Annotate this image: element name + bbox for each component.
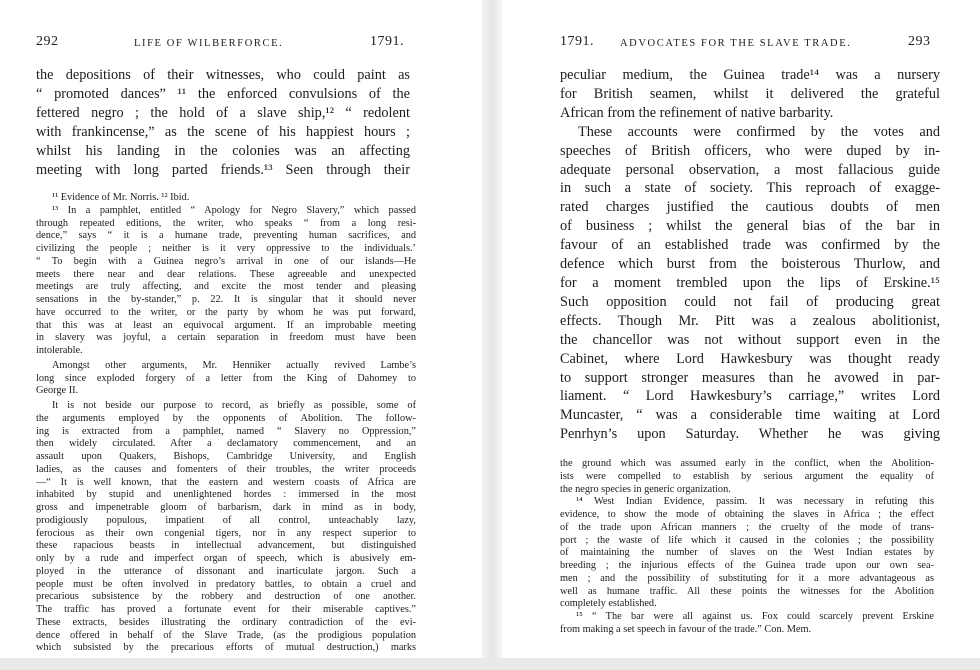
footnote-line: ¹¹ Evidence of Mr. Norris. ¹² Ibid. — [52, 192, 190, 203]
footnote-line: Amongst other arguments, Mr. Henniker actually revived Lambe’s — [52, 359, 416, 371]
left-page-number: 292 — [36, 34, 59, 49]
body-line: rated charges justified the cautious doubts of men — [560, 199, 940, 216]
footnote-line: dence offered in behalf of the Slave Trade, (as the prodigious population — [36, 629, 416, 641]
footnote-line: ferocious as their own congenial tigers, nor in any respect superior to — [36, 527, 416, 539]
footnote-line: in slavery was joyful, a certain separation in freedom must have been — [36, 332, 416, 344]
footnote-line: assault upon Quakers, Bishops, Cambridge University, and English — [36, 451, 416, 462]
footnote-line: meetings are truly affecting, and excite the most tender and pleasing — [36, 281, 416, 293]
footnote-line: prodigiously populous, impatient of all control, unteachably lazy, — [36, 514, 416, 526]
footnote-line: from making a set speech in favour of the trade.” Con. Mem. — [560, 623, 812, 635]
footnote-line: ing is extracted from a pamphlet, named “ Slavery no Oppression,” — [36, 425, 416, 437]
footnote-line: have occurred to the writer, or the party by whom he was put forward, — [36, 306, 416, 318]
footnote-line: long since exploded forgery of a letter from the King of Dahomey to — [36, 372, 416, 384]
footnote-line: ¹³ In a pamphlet, entitled “ Apology for Negro Slavery,” which passed — [52, 204, 416, 216]
footnote-line: the negro species in generic organization. — [560, 483, 731, 495]
body-line: Penrhyn’s upon Saturday. Whether he was giving — [560, 426, 940, 443]
left-running-head: LIFE OF WILBERFORCE. — [134, 38, 284, 49]
footnote-line: gross and impenetrable gloom of barbarism, dark in mind as in body, — [36, 502, 416, 513]
body-line: adequate personal observation, a most fallacious guide — [560, 161, 940, 178]
scan-edge — [0, 658, 980, 670]
footnote-line: The traffic has proved a fortunate event for their miserable captives.” — [36, 604, 416, 615]
footnote-line: of maintaining the number of slaves on the West Indian estates by — [560, 547, 934, 559]
body-line: fettered negro ; the hold of a slave ship,¹² “ redolent — [36, 104, 410, 121]
body-line: liament. “ Lord Hawkesbury’s carriage,” writes Lord — [560, 388, 940, 405]
body-line: with frankincense,” as the scene of his happiest hours ; — [36, 123, 410, 140]
footnote-line: completely established. — [560, 598, 657, 610]
right-running-head: ADVOCATES FOR THE SLAVE TRADE. — [620, 38, 852, 49]
footnote-line: these rapacious beasts in intellectual advancement, but distinguished — [36, 540, 416, 552]
body-line: Such opposition could not fail of producing great — [560, 293, 940, 310]
body-line: the depositions of their witnesses, who could paint as — [36, 67, 410, 83]
body-line: to support stronger measures than he avowed in par- — [560, 369, 940, 386]
footnote-line: intolerable. — [36, 345, 83, 356]
right-year: 1791. — [560, 34, 594, 49]
body-line: Cabinet, where Lord Hawkesbury was thought ready — [560, 350, 940, 367]
footnote-line: civilizing the people ; neither is it very oppressive to the individuals.’ — [36, 243, 416, 254]
footnote-line: then widely circulated. After a declamatory commencement, and an — [36, 438, 416, 450]
body-line: peculiar medium, the Guinea trade¹⁴ was a nursery — [560, 67, 940, 83]
footnote-line: It is not beside our purpose to record, as briefly as possible, some of — [52, 400, 416, 411]
footnote-line: breeding ; the injurious effects of the Guinea trade upon our own sea- — [560, 560, 934, 571]
footnote-line: well as humane traffic. All these points the witnesses for the Abolition — [560, 585, 934, 597]
footnote-line: These extracts, besides illustrating the ordinary contradiction of the evi- — [36, 616, 416, 628]
footnote-line: “ To begin with a Guinea negro’s arrival in one of our islands—He — [36, 255, 416, 267]
footnote-line: inhabited by stupid and unenlightened hordes : immersed in the most — [36, 489, 416, 501]
footnote-line: ¹⁵ “ The bar were all against us. Fox could scarcely prevent Erskine — [576, 611, 934, 622]
left-body-text — [36, 66, 410, 179]
footnote-line: port ; the waste of life which it caused in the colonies ; the possibility — [560, 534, 934, 546]
body-line: in such a state of society. This reproach of exagge- — [560, 180, 940, 197]
footnote-line: ¹⁴ West Indian Evidence, passim. It was necessary in refuting this — [576, 496, 934, 508]
body-line: meeting with long parted friends.¹³ Seen through their — [36, 161, 410, 178]
right-page-number: 293 — [908, 34, 931, 49]
body-line: effects. Though Mr. Pitt was a zealous abolitionist, — [560, 312, 940, 329]
left-footnotes — [36, 192, 416, 655]
footnote-line: George II. — [36, 385, 79, 397]
right-body-text — [560, 66, 940, 444]
body-line: Muncaster, “ was a considerable time waiting at Lord — [560, 407, 940, 424]
body-line: the chancellor was not without support even in the — [560, 331, 940, 348]
body-line: These accounts were confirmed by the votes and — [578, 123, 940, 140]
footnote-line: men ; and the possibility of substituting for it a more advantageous as — [560, 572, 934, 584]
footnote-line: through repeated editions, the writer, who speaks “ from a long resi- — [36, 217, 416, 229]
body-line: favour of an established trade was confirmed by the — [560, 237, 940, 254]
footnote-line: —“ It is well known, that the eastern and western coasts of Africa are — [36, 476, 416, 488]
footnote-line: which subsisted by the precarious efforts of mutual destruction,) marks — [36, 642, 416, 654]
footnote-line: the arguments employed by the opponents of Abolition. The follow- — [36, 412, 416, 424]
footnote-line: precarious subsistence by the robbery and destruction of one another. — [36, 591, 416, 603]
body-line: for British seamen, whilst it delivered the grateful — [560, 85, 940, 102]
footnote-line: dence,” says “ it is a humane trade, preventing human sacrifices, and — [36, 230, 416, 242]
body-line: defence which burst from the boisterous Thurlow, and — [560, 256, 940, 273]
body-line: for a moment trembled upon the lips of Erskine.¹⁵ — [560, 274, 940, 291]
body-line: whilst his landing in the colonies was an affecting — [36, 142, 410, 159]
footnote-line: the ground which was assumed early in the conflict, when the Abolition- — [560, 458, 934, 469]
footnote-line: only by a rude and imperfect organ of speech, which is abusively em- — [36, 553, 416, 564]
footnote-line: evidence, to show the mode of obtaining the slaves in Africa ; the effect — [560, 509, 934, 520]
footnote-line: of the trade upon African manners ; the cruelty of the mode of trans- — [560, 521, 934, 533]
footnote-line: ists were compelled to establish by serious argument the equality of — [560, 470, 934, 482]
right-page — [490, 0, 980, 658]
footnote-line: sensations in the by-stander,” p. 22. It is singular that it should never — [36, 294, 416, 305]
footnote-line: people must be often involved in predatory battles, to obtain a cruel and — [36, 578, 416, 590]
body-line: African from the refinement of native barbarity. — [560, 104, 834, 121]
footnote-line: ployed in the utterance of dissonant and inarticulate jargon. Such a — [36, 565, 416, 577]
right-footnotes — [560, 458, 934, 637]
footnote-line: that this was at least an equivocal argument. If an improbable meeting — [36, 319, 416, 331]
footnote-line: ladies, as the causes and fomenters of their troubles, the writer proceeds — [36, 463, 416, 475]
left-year: 1791. — [370, 34, 404, 49]
left-page — [0, 0, 490, 658]
body-line: “ promoted dances” ¹¹ the enforced convulsions of the — [36, 85, 410, 102]
body-line: of business ; whilst the general bias of the bar in — [560, 218, 940, 235]
footnote-line: meets there near and dear relations. These agreeable and unexpected — [36, 268, 416, 280]
body-line: speeches of British officers, who were duped by in- — [560, 142, 940, 159]
